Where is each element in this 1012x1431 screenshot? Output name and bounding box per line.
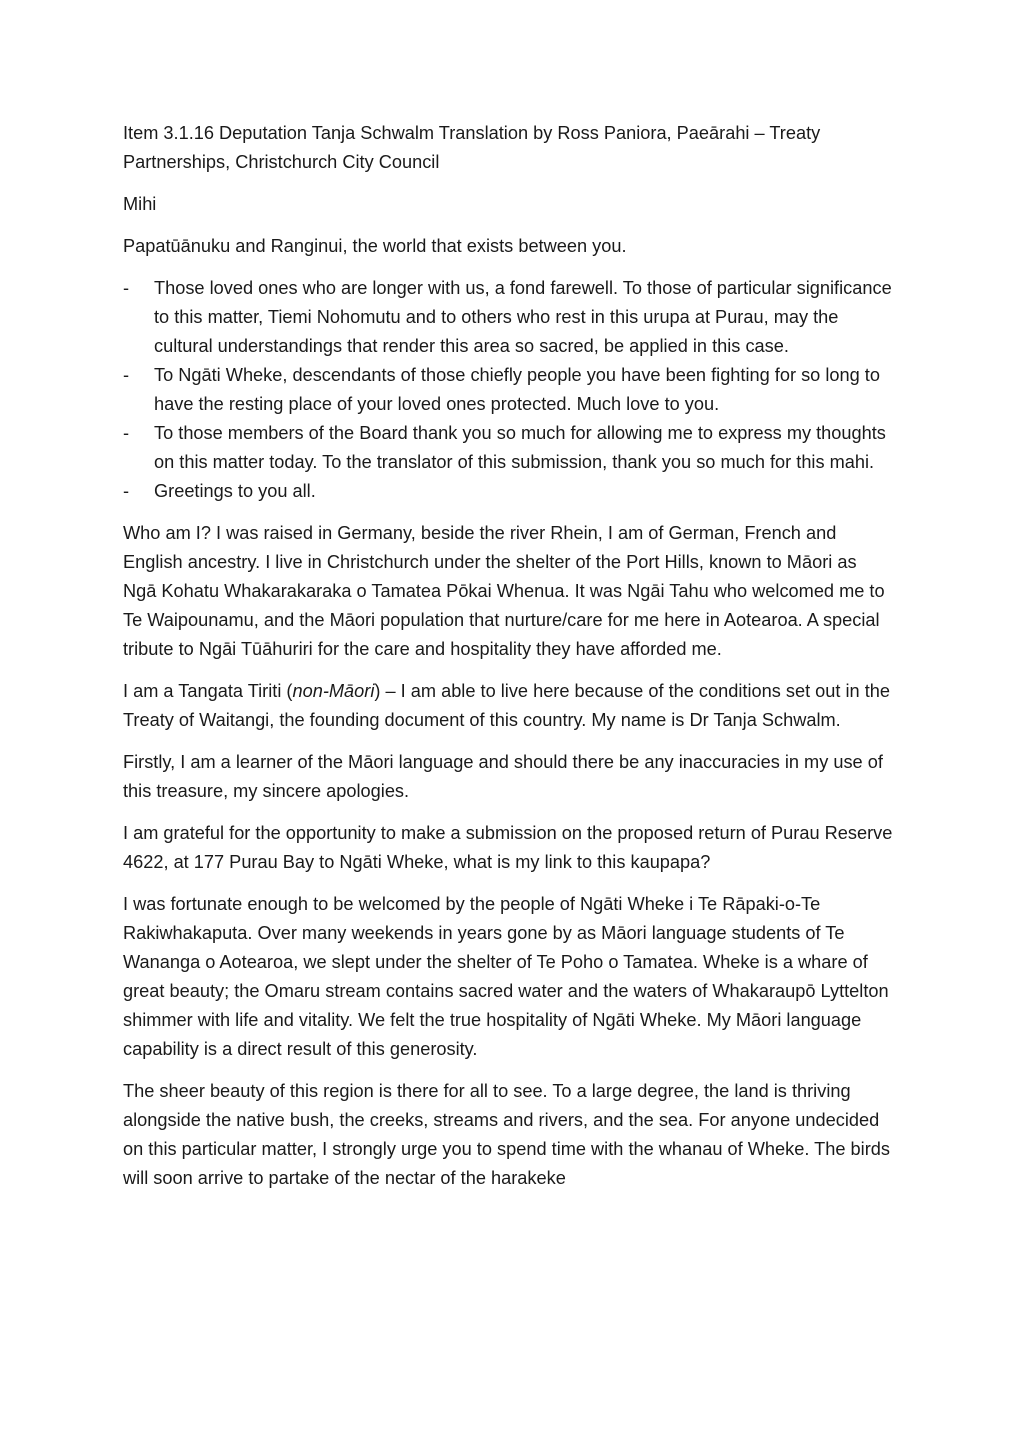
document-heading: Item 3.1.16 Deputation Tanja Schwalm Translation by Ross Paniora, Paeārahi – Treaty Partnerships, Christchurch City Council <box>123 123 821 172</box>
list-item-text: To those members of the Board thank you so much for allowing me to express my thoughts on this matter today. To the translator of this submission, thank you so much for this mahi. <box>154 423 886 472</box>
list-dash: - <box>123 423 130 443</box>
list-item <box>123 274 893 361</box>
tiriti-text-before: I am a Tangata Tiriti ( <box>123 681 293 701</box>
paragraph-fortunate: I was fortunate enough to be welcomed by the people of Ngāti Wheke i Te Rāpaki-o-Te Rakiwhakaputa. Over many weekends in years gone by as Māori language students of Te Wananga o Aotearoa, we slept under the shelter of Te Poho o Tamatea. Wheke is a whare of great beauty; the Omaru stream contains sacred water and the waters of Whakaraupō Lyttelton shimmer with life and vitality. We felt the true hospitality of Ngāti Wheke. My Māori language capability is a direct result of this generosity. <box>123 894 889 1059</box>
list-dash: - <box>123 278 130 298</box>
paragraph-tangata-tiriti <box>123 677 893 735</box>
paragraph-beauty: The sheer beauty of this region is there for all to see. To a large degree, the land is thriving alongside the native bush, the creeks, streams and rivers, and the sea. For anyone undecided on this particular matter, I strongly urge you to spend time with the whanau of Wheke. The birds will soon arrive to partake of the nectar of the harakeke <box>123 1081 890 1188</box>
opening-line: Papatūānuku and Ranginui, the world that exists between you. <box>123 236 627 256</box>
tiriti-text-after: ) – I am able to live here because of the conditions set out in the Treaty of Waitangi, the founding document of this country. My name is Dr Tanja Schwalm. <box>123 681 891 730</box>
paragraph-who-am-i: Who am I? I was raised in Germany, beside the river Rhein, I am of German, French and English ancestry. I live in Christchurch under the shelter of the Port Hills, known to Māori as Ngā Kohatu Whakarakaraka o Tamatea Pōkai Whenua. It was Ngāi Tahu who welcomed me to Te Waipounamu, and the Māori population that nurture/care for me here in Aotearoa. A special tribute to Ngāi Tūāhuriri for the care and hospitality they have afforded me. <box>123 523 885 659</box>
list-item <box>123 361 893 419</box>
mihi-title: Mihi <box>123 194 157 214</box>
list-item-text: Those loved ones who are longer with us, a fond farewell. To those of particular significance to this matter, Tiemi Nohomutu and to others who rest in this urupa at Purau, may the cultural understandings that render this area so sacred, be applied in this case. <box>154 278 892 356</box>
list-dash: - <box>123 481 130 501</box>
tiriti-text-italic: non-Māori <box>292 681 375 701</box>
list-item-text: To Ngāti Wheke, descendants of those chiefly people you have been fighting for so long to have the resting place of your loved ones protected. Much love to you. <box>154 365 880 414</box>
mihi-list <box>123 274 893 506</box>
list-dash: - <box>123 365 130 385</box>
document-page <box>123 119 893 1206</box>
list-item-text: Greetings to you all. <box>154 481 316 501</box>
paragraph-grateful: I am grateful for the opportunity to make a submission on the proposed return of Purau Reserve 4622, at 177 Purau Bay to Ngāti Wheke, what is my link to this kaupapa? <box>123 823 893 872</box>
list-item <box>123 477 893 506</box>
paragraph-learner: Firstly, I am a learner of the Māori language and should there be any inaccuracies in my use of this treasure, my sincere apologies. <box>123 752 883 801</box>
list-item <box>123 419 893 477</box>
